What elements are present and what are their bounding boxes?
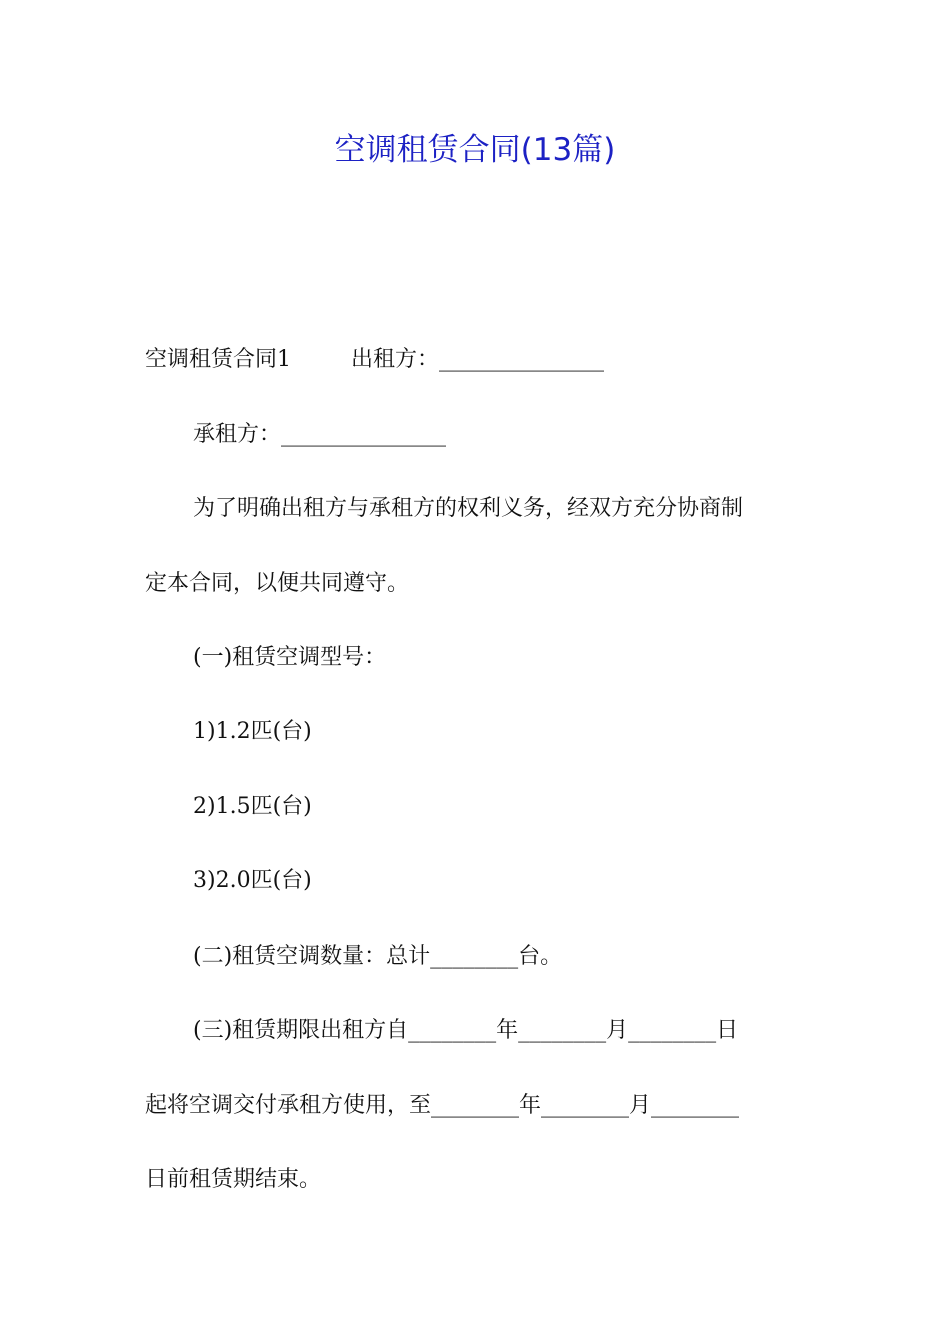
clause-2-quantity: (二)租赁空调数量：总计________台。 bbox=[193, 944, 563, 969]
contract-heading: 空调租赁合同1 bbox=[145, 347, 291, 372]
contract-1-header-line bbox=[145, 340, 604, 380]
clause-1-heading: (一)租赁空调型号： bbox=[193, 645, 387, 670]
paragraph-line: 日前租赁期结束。 bbox=[145, 1167, 322, 1192]
page-title: 空调租赁合同(13篇) bbox=[334, 132, 616, 168]
paragraph-line: 为了明确出租方与承租方的权利义务，经双方充分协商制 bbox=[193, 496, 744, 521]
model-item: 1)1.2匹(台) bbox=[193, 719, 312, 744]
clause-3-term: (三)租赁期限出租方自________年________月________日 bbox=[193, 1018, 739, 1043]
paragraph-line: 定本合同，以便共同遵守。 bbox=[145, 571, 410, 596]
paragraph-line: 起将空调交付承租方使用，至________年________月________ bbox=[145, 1093, 740, 1118]
model-item: 3)2.0匹(台) bbox=[193, 868, 312, 893]
lessee-field: 承租方：_______________ bbox=[193, 422, 447, 447]
lessor-field: 出租方：_______________ bbox=[351, 347, 605, 372]
model-item: 2)1.5匹(台) bbox=[193, 794, 312, 819]
